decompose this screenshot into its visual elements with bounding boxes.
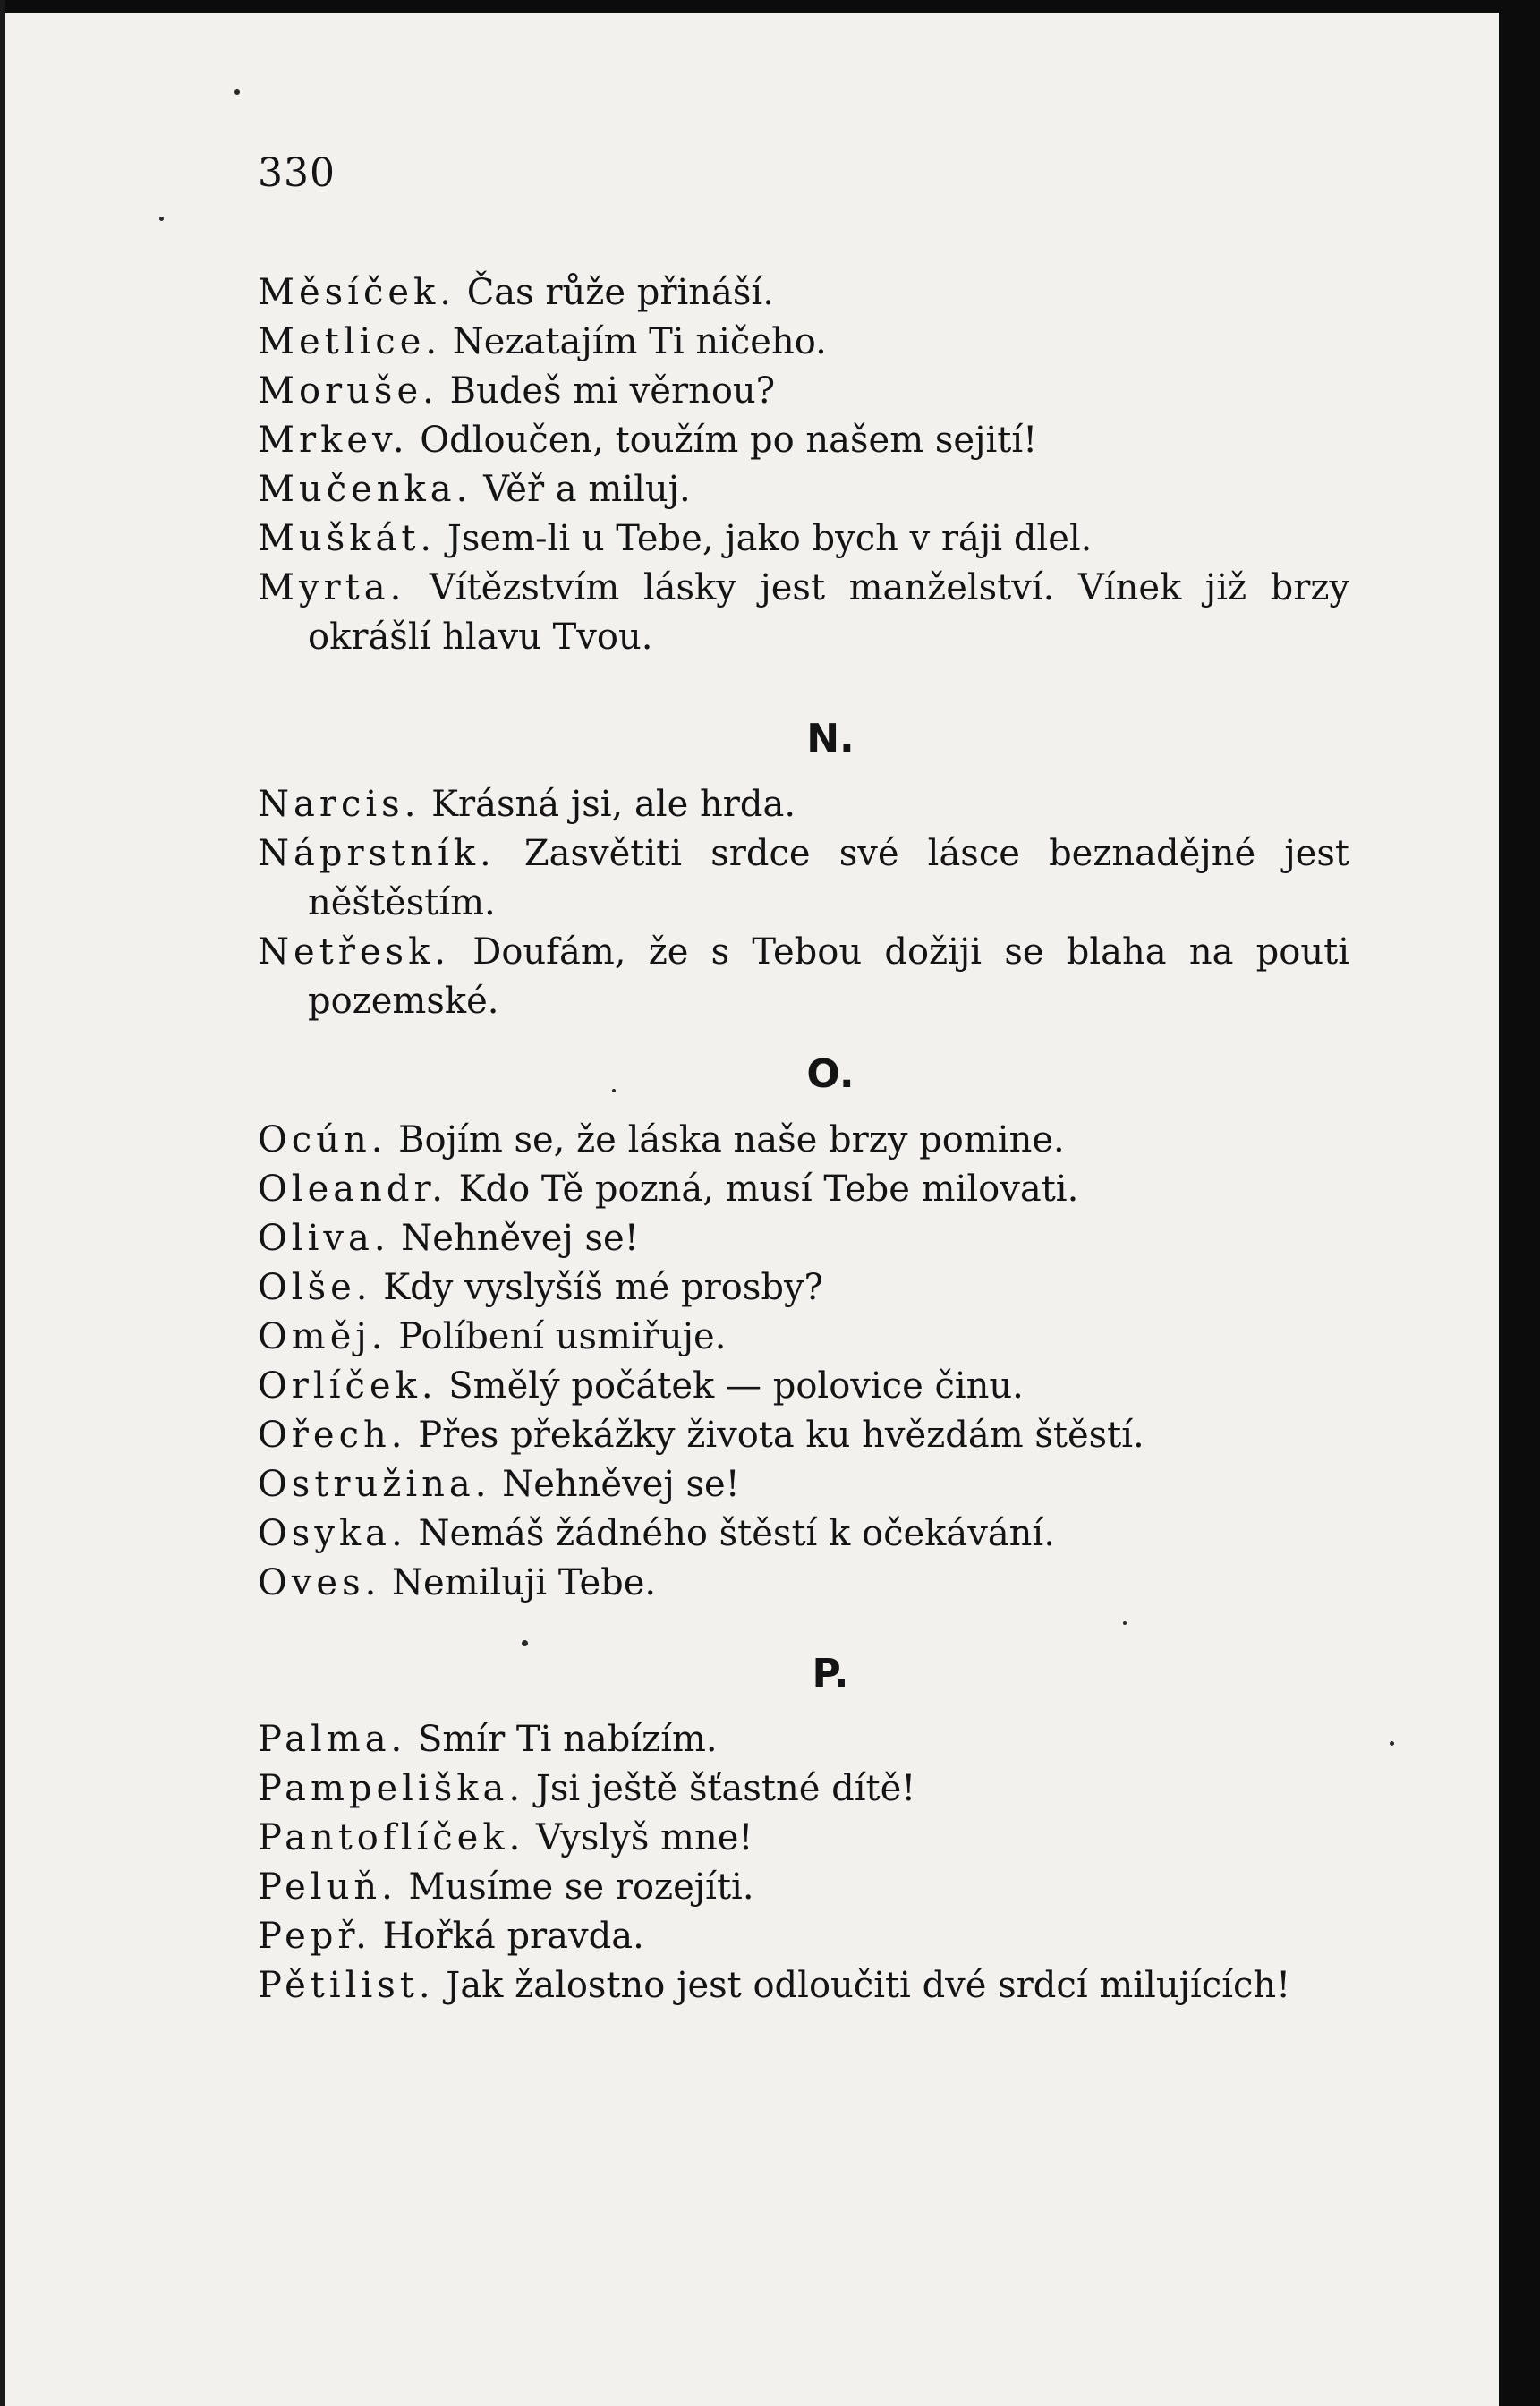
entry-term: Náprstník. — [258, 833, 496, 874]
scan-border-right — [1499, 0, 1540, 2406]
dictionary-entry — [258, 1411, 1349, 1460]
section-o — [258, 1033, 1349, 1608]
dust-speck — [159, 217, 164, 221]
entry-meaning: Vítězstvím lásky jest manželství. Vínek již brzy okrášlí hlavu Tvou. — [308, 567, 1349, 658]
dictionary-entry — [258, 1814, 1349, 1863]
dictionary-entry — [258, 1165, 1349, 1214]
dictionary-entry — [258, 514, 1349, 564]
dust-speck — [234, 89, 240, 95]
entry-meaning: Doufám, že s Tebou dožiji se blaha na pouti pozemské. — [308, 931, 1349, 1022]
entry-term: Olše. — [258, 1267, 372, 1308]
dictionary-entry — [258, 829, 1349, 928]
entry-meaning: Jsi ještě šťastné dítě! — [535, 1768, 916, 1809]
entry-meaning: Nemiluji Tebe. — [392, 1562, 657, 1603]
entry-term: Ostružina. — [258, 1464, 491, 1505]
entry-term: Pepř. — [258, 1916, 371, 1957]
page-number: 330 — [258, 150, 336, 196]
entry-term: Orlíček. — [258, 1365, 438, 1407]
entry-term: Netřesk. — [258, 931, 451, 973]
entry-meaning: Zasvětiti srdce své lásce beznadějné jest něštěstím. — [308, 833, 1349, 923]
entry-term: Mučenka. — [258, 469, 472, 510]
entry-term: Narcis. — [258, 784, 421, 825]
dictionary-entry — [258, 1509, 1349, 1559]
entry-meaning: Kdo Tě pozná, musí Tebe milovati. — [458, 1169, 1079, 1210]
entry-term: Pampeliška. — [258, 1768, 525, 1809]
entry-meaning: Kdy vyslyšíš mé prosby? — [383, 1267, 823, 1308]
entry-meaning: Musíme se rozejíti. — [408, 1866, 754, 1908]
entry-meaning: Nehněvej se! — [502, 1464, 740, 1505]
section-m — [258, 268, 1349, 662]
entry-meaning: Smělý počátek — polovice činu. — [448, 1365, 1024, 1407]
dictionary-entry — [258, 1362, 1349, 1411]
entry-term: Metlice. — [258, 321, 442, 362]
dictionary-entry — [258, 367, 1349, 416]
entry-meaning: Věř a miluj. — [483, 469, 691, 510]
entry-meaning: Smír Ti nabízím. — [417, 1719, 718, 1760]
dictionary-entry — [258, 318, 1349, 367]
entry-term: Myrta. — [258, 567, 406, 608]
entry-meaning: Nemáš žádného štěstí k očekávání. — [418, 1513, 1055, 1554]
entry-meaning: Jak žalostno jest odloučiti dvé srdcí milujících! — [446, 1965, 1291, 2006]
dust-speck — [1123, 1621, 1127, 1625]
entry-meaning: Hořká pravda. — [382, 1916, 644, 1957]
dictionary-entry — [258, 1715, 1349, 1764]
dictionary-entry — [258, 1116, 1349, 1165]
entry-term: Oleandr. — [258, 1169, 447, 1210]
section-letter-o: O. — [806, 1051, 855, 1097]
entry-meaning: Políbení usmiřuje. — [398, 1316, 727, 1357]
dictionary-entry — [258, 1961, 1349, 2011]
entry-term: Měsíček. — [258, 272, 455, 313]
dust-speck — [1390, 1741, 1394, 1746]
entry-term: Pantoflíček. — [258, 1817, 525, 1858]
entry-term: Moruše. — [258, 370, 438, 412]
entry-meaning: Nezatajím Ti ničeho. — [452, 321, 827, 362]
dictionary-entry — [258, 1912, 1349, 1961]
entry-meaning: Krásná jsi, ale hrda. — [431, 784, 796, 825]
section-letter-n: N. — [806, 716, 855, 761]
entry-meaning: Nehněvej se! — [401, 1218, 639, 1259]
entry-term: Osyka. — [258, 1513, 407, 1554]
entry-term: Palma. — [258, 1719, 407, 1760]
dictionary-entry — [258, 928, 1349, 1026]
section-p — [258, 1633, 1349, 2011]
dictionary-entry — [258, 1559, 1349, 1608]
entry-term: Mrkev. — [258, 420, 409, 461]
entry-term: Ořech. — [258, 1415, 407, 1456]
entry-term: Ocún. — [258, 1119, 387, 1160]
dictionary-entry — [258, 780, 1349, 829]
entry-term: Oliva. — [258, 1218, 390, 1259]
dictionary-entry — [258, 1214, 1349, 1263]
scan-border-left — [0, 0, 5, 2406]
entry-meaning: Budeš mi věrnou? — [449, 370, 776, 412]
entry-meaning: Přes překážky života ku hvězdám štěstí. — [418, 1415, 1144, 1456]
entry-meaning: Bojím se, že láska naše brzy pomine. — [398, 1119, 1065, 1160]
entry-term: Peluň. — [258, 1866, 397, 1908]
entry-term: Pětilist. — [258, 1965, 435, 2006]
scan-border-top — [0, 0, 1540, 13]
dictionary-entry — [258, 1460, 1349, 1509]
entry-meaning: Čas růže přináší. — [466, 272, 774, 313]
dictionary-entry — [258, 465, 1349, 514]
dictionary-entry — [258, 1764, 1349, 1814]
entry-meaning: Odloučen, toužím po našem sejití! — [420, 420, 1038, 461]
entry-term: Oves. — [258, 1562, 381, 1603]
entry-term: Oměj. — [258, 1316, 387, 1357]
section-letter-p: P. — [812, 1651, 849, 1696]
dictionary-entry — [258, 1313, 1349, 1362]
dictionary-entry — [258, 564, 1349, 662]
dictionary-entry — [258, 416, 1349, 465]
entry-term: Muškát. — [258, 518, 437, 559]
entry-meaning: Jsem-li u Tebe, jako bych v ráji dlel. — [447, 518, 1093, 559]
section-n — [258, 698, 1349, 1026]
dictionary-entry — [258, 268, 1349, 318]
entry-meaning: Vyslyš mne! — [536, 1817, 753, 1858]
dictionary-entry — [258, 1863, 1349, 1912]
dictionary-entry — [258, 1263, 1349, 1313]
